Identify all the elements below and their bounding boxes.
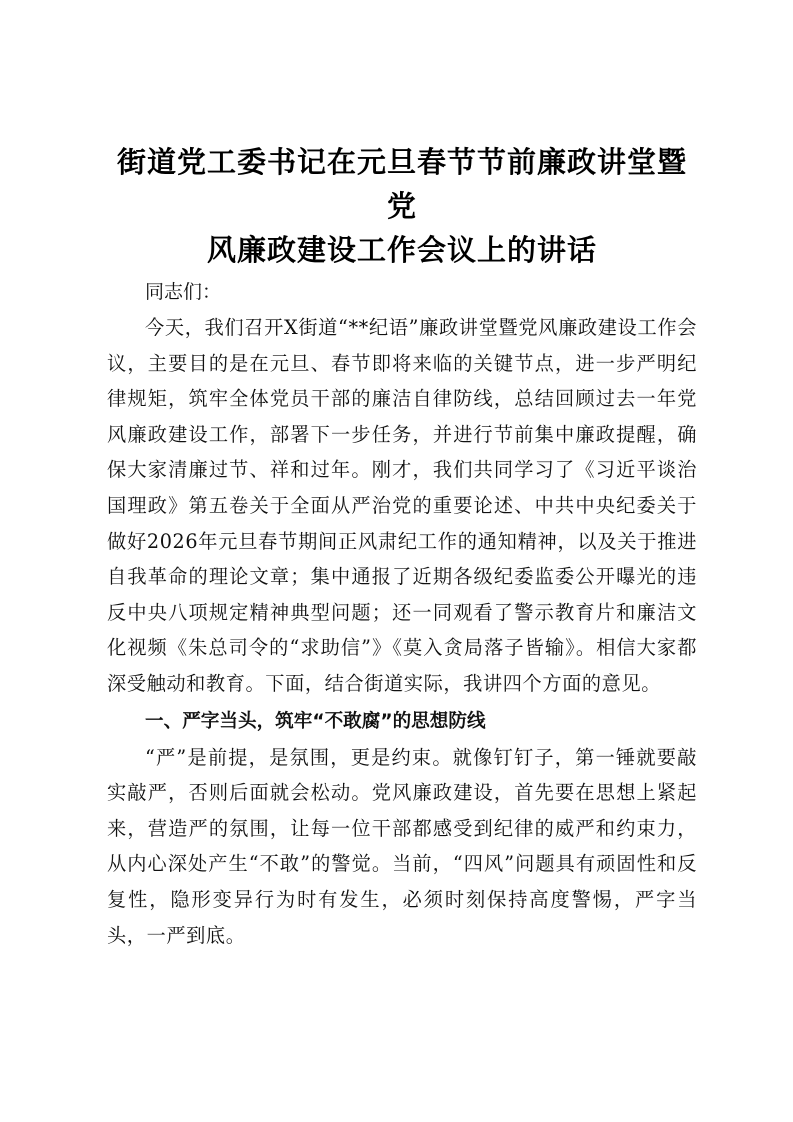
salutation: 同志们： [145, 281, 222, 303]
document-title-line-2: 风廉政建设工作会议上的讲话 [206, 233, 597, 267]
document-title [107, 140, 697, 272]
intro-paragraph: 今天，我们召开X街道“**纪语”廉政讲堂暨党风廉政建设工作会议，主要目的是在元旦、春节即将来临的关键节点，进一步严明纪律规矩，筑牢全体党员干部的廉洁自律防线，总结回顾过去一年党风廉政建设工作，部署下一步任务，并进行节前集中廉政提醒，确保大家清廉过节、祥和过年。刚才，我们共同学习了《习近平谈治国理政》第五卷关于全面从严治党的重要论述、中共中央纪委关于做好2026年元旦春节期间正风肃纪工作的通知精神，以及关于推进自我革命的理论文章；集中通报了近期各级纪委监委公开曝光的违反中央八项规定精神典型问题；还一同观看了警示教育片和廉洁文化视频《朱总司令的“求助信”》《莫入贪局落子皆输》。相信大家都深受触动和教育。下面，结合街道实际，我讲四个方面的意见。 [107, 316, 697, 695]
section-1-paragraph: “严”是前提，是氛围，更是约束。就像钉钉子，第一锤就要敲实敲严，否则后面就会松动。党风廉政建设，首先要在思想上紧起来，营造严的氛围，让每一位干部都感受到纪律的威严和约束力，从内心深处产生“不敢”的警觉。当前，“四风”问题具有顽固性和反复性，隐形变异行为时有发生，必须时刻保持高度警惕，严字当头，一严到底。 [107, 745, 697, 947]
document-title-line-1: 街道党工委书记在元旦春节节前廉政讲堂暨党 [116, 145, 687, 223]
section-1-heading: 一、严字当头，筑牢“不敢腐”的思想防线 [145, 710, 486, 732]
document-body [107, 140, 697, 953]
